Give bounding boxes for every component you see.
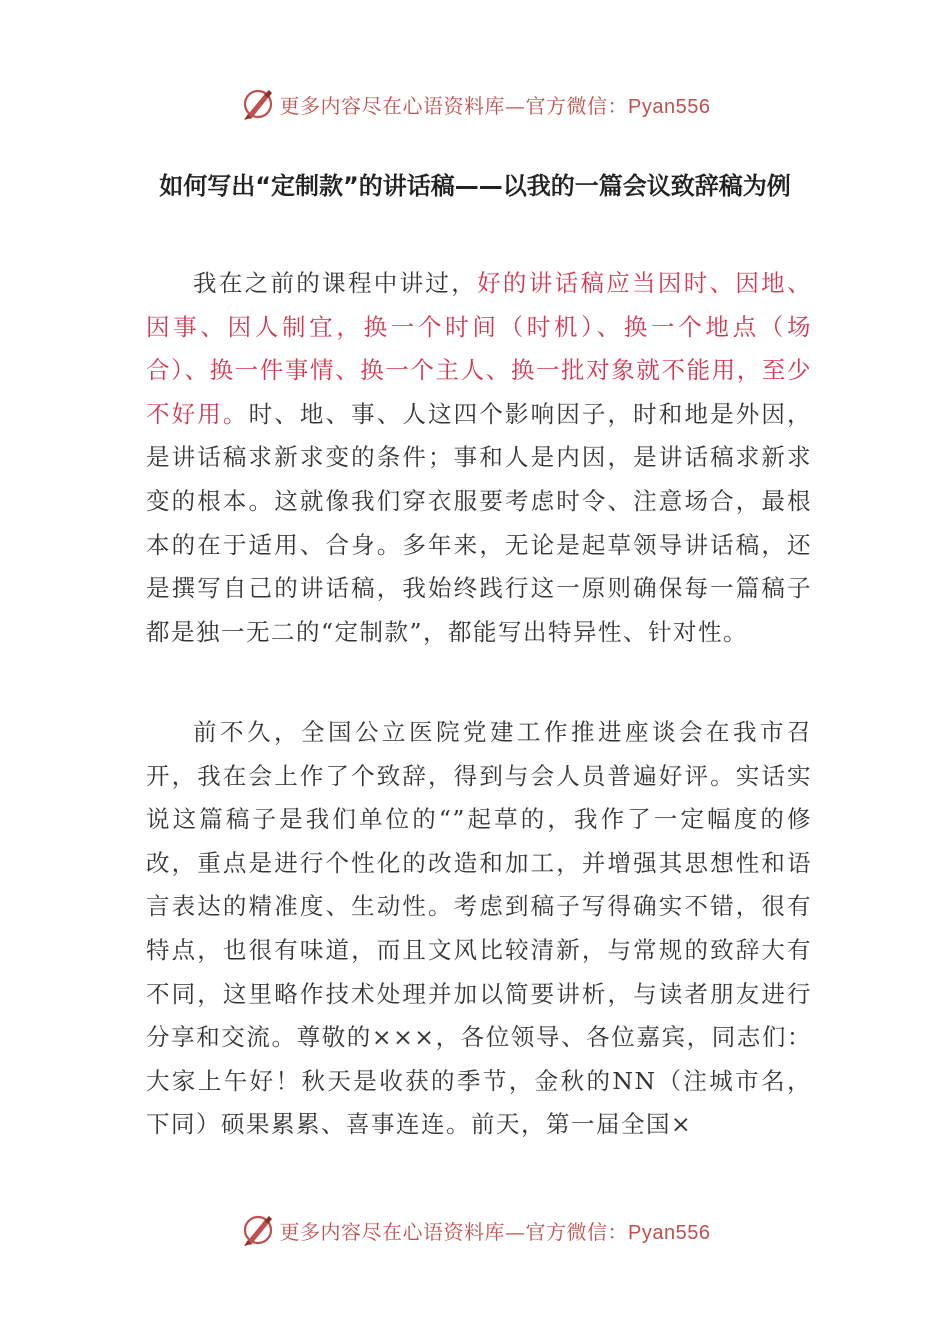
paragraph-1 — [146, 262, 812, 654]
header-banner-text: 更多内容尽在心语资料库—官方微信：Pyan556 — [279, 93, 711, 118]
wechat-id: Pyan556 — [628, 95, 711, 118]
article-title: 如何写出“定制款”的讲话稿——以我的一篇会议致辞稿为例 — [159, 172, 791, 200]
p1-intro: 我在之前的课程中讲过， — [193, 269, 478, 297]
p1-highlight: 好的讲话稿应当因时、因地、因事、因人制宜，换一个时间（时机）、换一个地点（场合）、换一件事情、换一个主人、换一批对象就不能用，至少不好用。 — [146, 269, 813, 428]
footer-banner — [0, 1210, 950, 1250]
paragraph-2: 前不久，全国公立医院党建工作推进座谈会在我市召开，我在会上作了个致辞，得到与会人员普遍好评。实话实说这篇稿子是我们单位的“”起草的，我作了一定幅度的修改，重点是进行个性化的改造和加工，并增强其思想性和语言表达的精准度、生动性。考虑到稿子写得确实不错，很有特点，也很有味道，而且文风比较清新，与常规的致辞大有不同，这里略作技术处理并加以简要讲析，与读者朋友进行分享和交流。尊敬的×××，各位领导、各位嘉宾，同志们：大家上午好！秋天是收获的季节，金秋的NN（注城市名，下同）硕果累累、喜事连连。前天，第一届全国× — [146, 718, 812, 1139]
pen-logo-icon — [240, 1212, 276, 1248]
wechat-id: Pyan556 — [628, 1221, 711, 1244]
p1-body: 时、地、事、人这四个影响因子，时和地是外因，是讲话稿求新求变的条件；事和人是内因，是讲话稿求新求变的根本。这就像我们穿衣服要考虑时令、注意场合，最根本的在于适用、合身。多年来，无论是起草领导讲话稿，还是撰写自己的讲话稿，我始终践行这一原则确保每一篇稿子都是独一无二的“定制款”，都能写出特异性、针对性。 — [146, 399, 813, 646]
pen-logo-icon — [240, 86, 276, 122]
header-banner — [0, 84, 950, 124]
footer-banner-text: 更多内容尽在心语资料库—官方微信：Pyan556 — [279, 1219, 711, 1244]
